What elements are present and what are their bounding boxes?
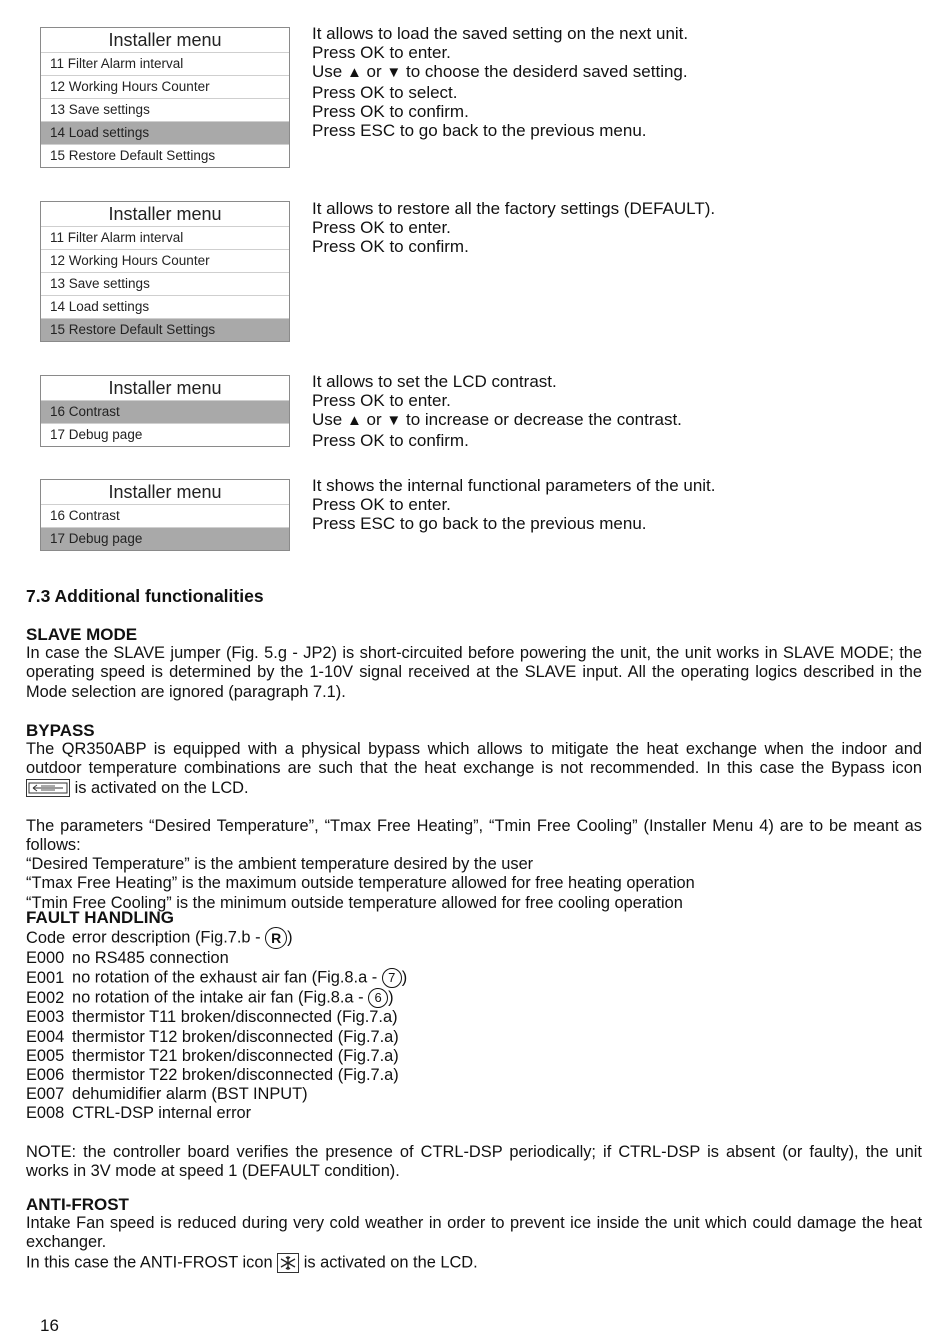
error-code: E005 xyxy=(26,1046,65,1065)
down-arrow-icon: ▼ xyxy=(386,412,402,430)
installer-menu-load-settings xyxy=(40,27,290,168)
desc-line: Press OK to enter. xyxy=(312,218,451,238)
bypass-heading: BYPASS xyxy=(26,721,95,740)
desc-line: Press ESC to go back to the previous menu. xyxy=(312,514,647,534)
error-desc: no RS485 connection xyxy=(72,949,229,968)
desc-text: or xyxy=(361,62,387,82)
desc-line: Press OK to select. xyxy=(312,82,458,102)
error-code: E007 xyxy=(26,1085,65,1104)
slave-mode-text: In case the SLAVE jumper (Fig. 5.g - JP2) is short-circuited before powering the unit, the unit works in SLAVE MODE; the operating speed is determined by the 1-10V signal received at the SLAVE input. All the operating logics described in the Mode selection are ignored (paragraph 7.1). xyxy=(26,644,922,701)
fault-row xyxy=(26,968,922,988)
bypass-section xyxy=(26,721,922,913)
error-code: E002 xyxy=(26,988,65,1007)
up-arrow-icon: ▲ xyxy=(346,412,362,430)
desc-line: It allows to load the saved setting on the next unit. xyxy=(312,24,689,43)
menu-item: 12 Working Hours Counter xyxy=(41,75,289,98)
anti-frost-text-part: In this case the ANTI-FROST icon xyxy=(26,1252,273,1271)
desc-line: Press OK to enter. xyxy=(312,43,451,63)
fault-heading: FAULT HANDLING xyxy=(26,908,174,927)
error-desc: no rotation of the exhaust air fan (Fig.8.a - xyxy=(72,968,378,987)
menu-item: 11 Filter Alarm interval xyxy=(41,52,289,75)
desc-line: Press OK to confirm. xyxy=(312,237,469,257)
desc-line: Press OK to confirm. xyxy=(312,101,469,121)
page-number: 16 xyxy=(40,1316,59,1335)
fault-row xyxy=(26,1008,922,1027)
bypass-params-line: “Tmax Free Heating” is the maximum outside temperature allowed for free heating operation xyxy=(26,874,695,893)
error-desc-end: ) xyxy=(388,988,394,1007)
error-desc: thermistor T22 broken/disconnected (Fig.7.a) xyxy=(72,1066,399,1085)
menu-item: 15 Restore Default Settings xyxy=(41,144,289,167)
menu-description xyxy=(312,476,716,534)
fault-header-row xyxy=(26,927,922,949)
error-code: E001 xyxy=(26,968,65,987)
menu-item: 17 Debug page xyxy=(41,423,289,446)
menu-item-selected: 16 Contrast xyxy=(41,400,289,423)
fault-row xyxy=(26,1104,922,1123)
error-code: E000 xyxy=(26,949,65,968)
spacer xyxy=(26,798,922,817)
menu-title: Installer menu xyxy=(108,378,222,398)
anti-frost-section xyxy=(26,1195,922,1273)
desc-line: Press ESC to go back to the previous menu. xyxy=(312,121,647,141)
fault-note: NOTE: the controller board verifies the presence of CTRL-DSP periodically; if CTRL-DSP is absent (or faulty), the unit works in 3V mode at speed 1 (DEFAULT condition). xyxy=(26,1142,922,1180)
error-desc-end: ) xyxy=(401,968,408,987)
ref-circle: R xyxy=(265,927,287,949)
desc-line: It shows the internal functional parameters of the unit. xyxy=(312,476,716,495)
slave-mode-section xyxy=(26,625,922,702)
error-desc: no rotation of the intake air fan (Fig.8.a - xyxy=(72,988,364,1007)
bypass-text-part: The QR350ABP is equipped with a physical bypass which allows to mitigate the heat exchange when the indoor and outdoor temperature combinations are such that the heat exchange is not recommended. In this case the Bypass icon xyxy=(26,740,922,778)
section-title: 7.3 Additional functionalities xyxy=(26,586,264,606)
error-desc: dehumidifier alarm (BST INPUT) xyxy=(72,1085,308,1104)
desc-line xyxy=(312,410,682,430)
desc-line xyxy=(312,62,688,82)
desc-text: Use xyxy=(312,62,347,82)
up-arrow-icon: ▲ xyxy=(346,64,362,82)
error-desc: thermistor T21 broken/disconnected (Fig.7.a) xyxy=(72,1046,399,1065)
desc-text: or xyxy=(361,410,387,430)
menu-description xyxy=(312,24,688,140)
menu-title: Installer menu xyxy=(108,204,222,224)
menu-title: Installer menu xyxy=(108,482,222,502)
installer-menu-debug xyxy=(40,479,290,551)
bypass-params-line: “Tmin Free Cooling” is the minimum outside temperature allowed for free cooling operation xyxy=(26,893,683,912)
anti-frost-text: Intake Fan speed is reduced during very cold weather in order to prevent ice inside the unit which could damage the heat exchanger. xyxy=(26,1214,922,1252)
menu-item: 13 Save settings xyxy=(41,272,289,295)
menu-item: 16 Contrast xyxy=(41,504,289,527)
menu-item: 14 Load settings xyxy=(41,295,289,318)
desc-line: Press OK to confirm. xyxy=(312,430,469,450)
desc-line: It allows to restore all the factory settings (DEFAULT). xyxy=(312,199,716,218)
desc-line: Press OK to enter. xyxy=(312,495,451,515)
error-desc: thermistor T12 broken/disconnected (Fig.7.a) xyxy=(72,1027,399,1046)
fault-row xyxy=(26,949,922,968)
error-code: E003 xyxy=(26,1008,65,1027)
bypass-text xyxy=(26,740,922,798)
anti-frost-line xyxy=(26,1253,922,1273)
down-arrow-icon: ▼ xyxy=(386,64,402,82)
fault-row xyxy=(26,1085,922,1104)
menu-item-selected: 14 Load settings xyxy=(41,121,289,144)
ref-circle: 7 xyxy=(382,968,402,988)
slave-mode-heading: SLAVE MODE xyxy=(26,625,138,644)
fault-handling-section xyxy=(26,908,922,1181)
fault-header-desc: error description (Fig.7.b - xyxy=(72,928,261,947)
bypass-params-line: The parameters “Desired Temperature”, “Tmax Free Heating”, “Tmin Free Cooling” (Installer Menu 4) are to be meant as follows: xyxy=(26,816,922,855)
anti-frost-heading: ANTI-FROST xyxy=(26,1195,129,1214)
installer-menu-restore-defaults xyxy=(40,201,290,342)
anti-frost-text-part: is activated on the LCD. xyxy=(303,1252,478,1271)
spacer xyxy=(26,1124,922,1143)
error-code: E008 xyxy=(26,1104,65,1123)
desc-text: to increase or decrease the contrast. xyxy=(401,410,682,430)
desc-text: to choose the desiderd saved setting. xyxy=(401,62,688,82)
bypass-params-line: “Desired Temperature” is the ambient temperature desired by the user xyxy=(26,855,534,874)
fault-row xyxy=(26,1047,922,1066)
menu-item: 13 Save settings xyxy=(41,98,289,121)
error-desc: thermistor T11 broken/disconnected (Fig.7.a) xyxy=(72,1008,398,1027)
fault-row xyxy=(26,988,922,1008)
error-desc: CTRL-DSP internal error xyxy=(72,1104,252,1123)
fault-row xyxy=(26,1028,922,1047)
fault-header-end: ) xyxy=(287,928,293,947)
menu-item-selected: 17 Debug page xyxy=(41,527,289,550)
error-code: E004 xyxy=(26,1027,65,1046)
menu-item: 11 Filter Alarm interval xyxy=(41,226,289,249)
menu-description xyxy=(312,372,682,450)
ref-circle: 6 xyxy=(368,988,388,1008)
installer-menu-contrast xyxy=(40,375,290,447)
fault-header-code: Code xyxy=(26,928,66,947)
menu-title: Installer menu xyxy=(108,30,222,50)
snowflake-icon xyxy=(277,1253,299,1273)
desc-line: Press OK to enter. xyxy=(312,391,451,411)
menu-item-selected: 15 Restore Default Settings xyxy=(41,318,289,341)
error-code: E006 xyxy=(26,1066,65,1085)
desc-line: It allows to set the LCD contrast. xyxy=(312,372,557,391)
menu-description xyxy=(312,199,715,257)
menu-item: 12 Working Hours Counter xyxy=(41,249,289,272)
fault-row xyxy=(26,1066,922,1085)
desc-text: Use xyxy=(312,410,347,430)
bypass-icon xyxy=(26,779,70,797)
bypass-text-part: is activated on the LCD. xyxy=(74,778,249,797)
